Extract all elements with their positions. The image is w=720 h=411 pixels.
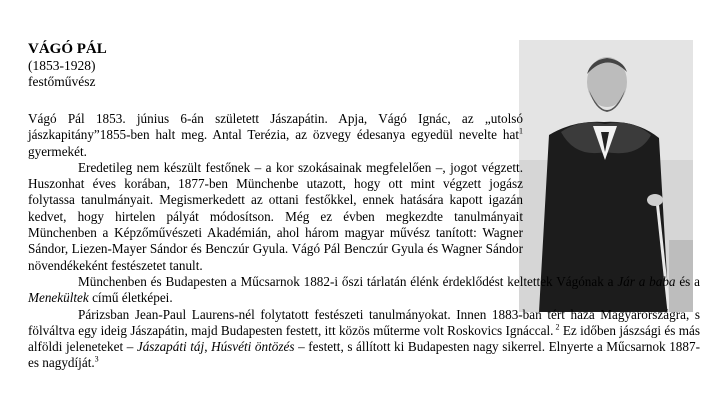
person-name: VÁGÓ PÁL [28, 41, 107, 57]
occupation: festőművész [28, 74, 96, 89]
paragraph-1 [28, 111, 523, 160]
footnote-1: 1 [519, 126, 523, 136]
article-header [28, 41, 107, 90]
paragraph-4-text-2: Ez időben jászsági és más alföldi jeleneteket – [28, 322, 701, 355]
paragraph-3-text: Münchenben és Budapesten a Műcsarnok 1882-i őszi tárlatán élénk érdeklődést keltettek Vágónak a [78, 273, 618, 289]
footnote-3: 3 [94, 355, 99, 365]
painting-title-jar-a-baba: Jár a baba [617, 273, 676, 289]
paragraph-4-text: Párizsban Jean-Paul Laurens-nél folytatott festészeti tanulmányokat. Innen 1883-ban tért haza Magyarországra, s fölváltva egy ideig Jászapátin, majd Budapesten festett, itt közös műterme volt Roskovics Ignáccal. [28, 306, 700, 338]
life-years: (1853-1928) [28, 58, 96, 73]
portrait-photo [519, 40, 693, 312]
paragraph-4-comma: , [204, 339, 212, 355]
paragraph-4-end: – festett, s állított ki Budapesten nagy sikerrel. Elnyerte a Műcsarnok 1887-es nagydíját. [28, 339, 700, 371]
article-body [28, 111, 701, 372]
paragraph-1-text: Vágó Pál 1853. június 6-án született Jászapátin. Apja, Vágó Ignác, az „utolsó jászkapitány”1855-ben halt meg. Antal Terézia, az özvegy édesanya egyedül nevelte hat [28, 111, 523, 143]
footnote-2: 2 [553, 322, 560, 332]
paragraph-4 [28, 307, 700, 372]
painting-title-husveti-ontozes: Húsvéti öntözés [211, 339, 295, 355]
paragraph-3-join: és a [675, 273, 700, 289]
paragraph-1-text-end: gyermekét. [28, 143, 87, 159]
painting-title-menekultek: Menekültek [28, 290, 89, 306]
paragraph-3-end: című életképei. [88, 290, 173, 306]
portrait-photo-icon [519, 40, 693, 312]
paragraph-3 [28, 274, 700, 307]
paragraph-2: Eredetileg nem készült festőnek – a kor szokásainak megfelelően –, jogot végzett. Huszonhat éves korában, 1877-ben Münchenbe utazott, hogy ott mint végzett jogász folytassa tanulmányait. Megismerkedett az ottani festőkkel, ennek hatására kapott igazán kedvet, hogy hirtelen pályát módosítson. Még ez évben megkezdte tanulmányait Münchenben a Képzőművészeti Akadémián, ahol három magyar művész tanított: Wagner Sándor, Liezen-Mayer Sándor és Benczúr Gyula. Vágó Pál Benczúr Gyula és Wagner Sándor növendékeként festészetet tanult. [28, 159, 523, 273]
painting-title-jaszapati-taj: Jászapáti táj [136, 339, 205, 355]
